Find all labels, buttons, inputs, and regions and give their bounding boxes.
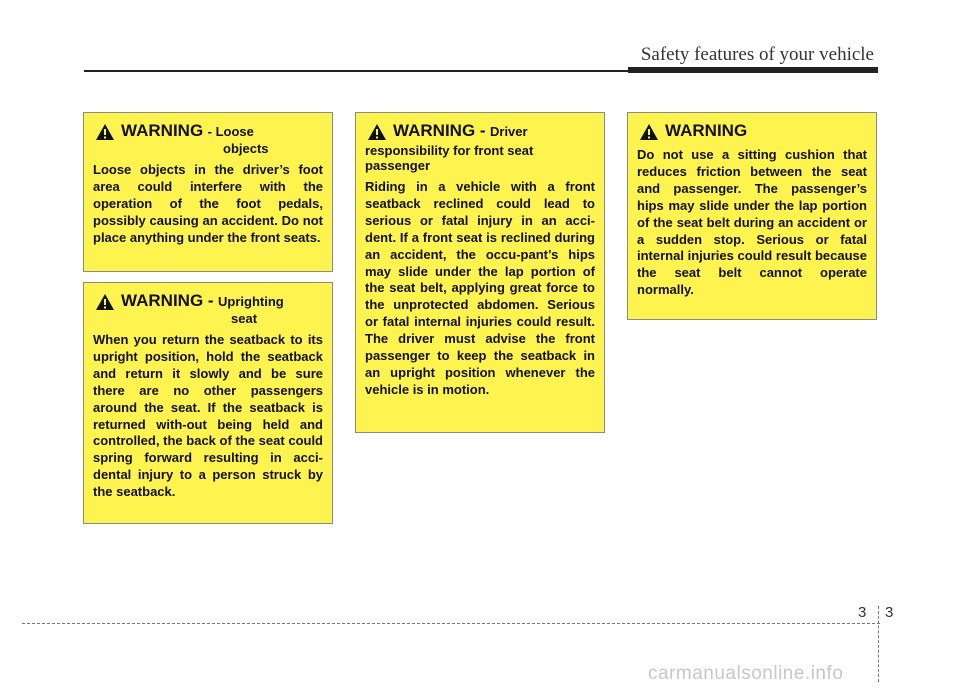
warning-triangle-icon — [95, 123, 115, 141]
warning-subtitle: Uprighting — [218, 294, 284, 309]
warning-body: Loose objects in the driver’s foot area could interfere with the operation of the foot pedals, possibly causing an accident. Do not place anything under the front seats. — [93, 162, 323, 245]
chapter-number: 3 — [858, 604, 867, 621]
warning-body: Do not use a sitting cushion that reduces friction between the seat and passenger. The passenger’s hips may slide under the lap portion of the seat belt during an accident or a sudden stop. Serious or fatal internal injuries could result because the seat belt cannot operate normally. — [637, 147, 867, 298]
warning-subtitle: - Loose — [207, 124, 254, 139]
warning-title: WARNING - — [393, 121, 486, 140]
header-rule-accent — [628, 67, 878, 73]
warning-box-loose-objects — [83, 112, 333, 272]
warning-title: WARNING — [665, 121, 748, 140]
footer-divider — [878, 606, 879, 682]
warning-subtitle-cont: seat — [231, 311, 258, 326]
warning-triangle-icon — [95, 293, 115, 311]
warning-box-driver-responsibility — [355, 112, 605, 433]
warning-subtitle: Driver — [490, 124, 528, 139]
watermark: carmanualsonline.info — [648, 663, 844, 684]
page-header-title: Safety features of your vehicle — [640, 44, 874, 65]
warning-triangle-icon — [639, 123, 659, 141]
page-number: 3 — [885, 604, 894, 621]
warning-body: When you return the seatback to its upright position, hold the seatback and return it slowly and be sure there are no other passengers around the seat. If the seatback is returned with-out being held and controlled, the back of the seat could spring forward resulting in acci-dental injury to a person struck by the seatback. — [93, 332, 323, 500]
warning-subtitle-cont: objects — [223, 141, 269, 156]
warning-title: WARNING - — [121, 291, 214, 310]
warning-title: WARNING — [121, 121, 204, 140]
footer-rule — [22, 623, 880, 624]
warning-box-uprighting-seat — [83, 282, 333, 524]
warning-body: Riding in a vehicle with a front seatback reclined could lead to serious or fatal injury in an acci-dent. If a front seat is reclined during an accident, the occu-pant’s hips may slide under the lap portion of the seat belt, applying great force to the unprotected abdomen. Serious or fatal internal injuries could result. The driver must advise the front passenger to keep the seatback in an upright position whenever the vehicle is in motion. — [365, 179, 595, 397]
warning-box-sitting-cushion — [627, 112, 877, 320]
warning-triangle-icon — [367, 123, 387, 141]
warning-subtitle-cont: responsibility for front seat passenger — [365, 143, 534, 173]
